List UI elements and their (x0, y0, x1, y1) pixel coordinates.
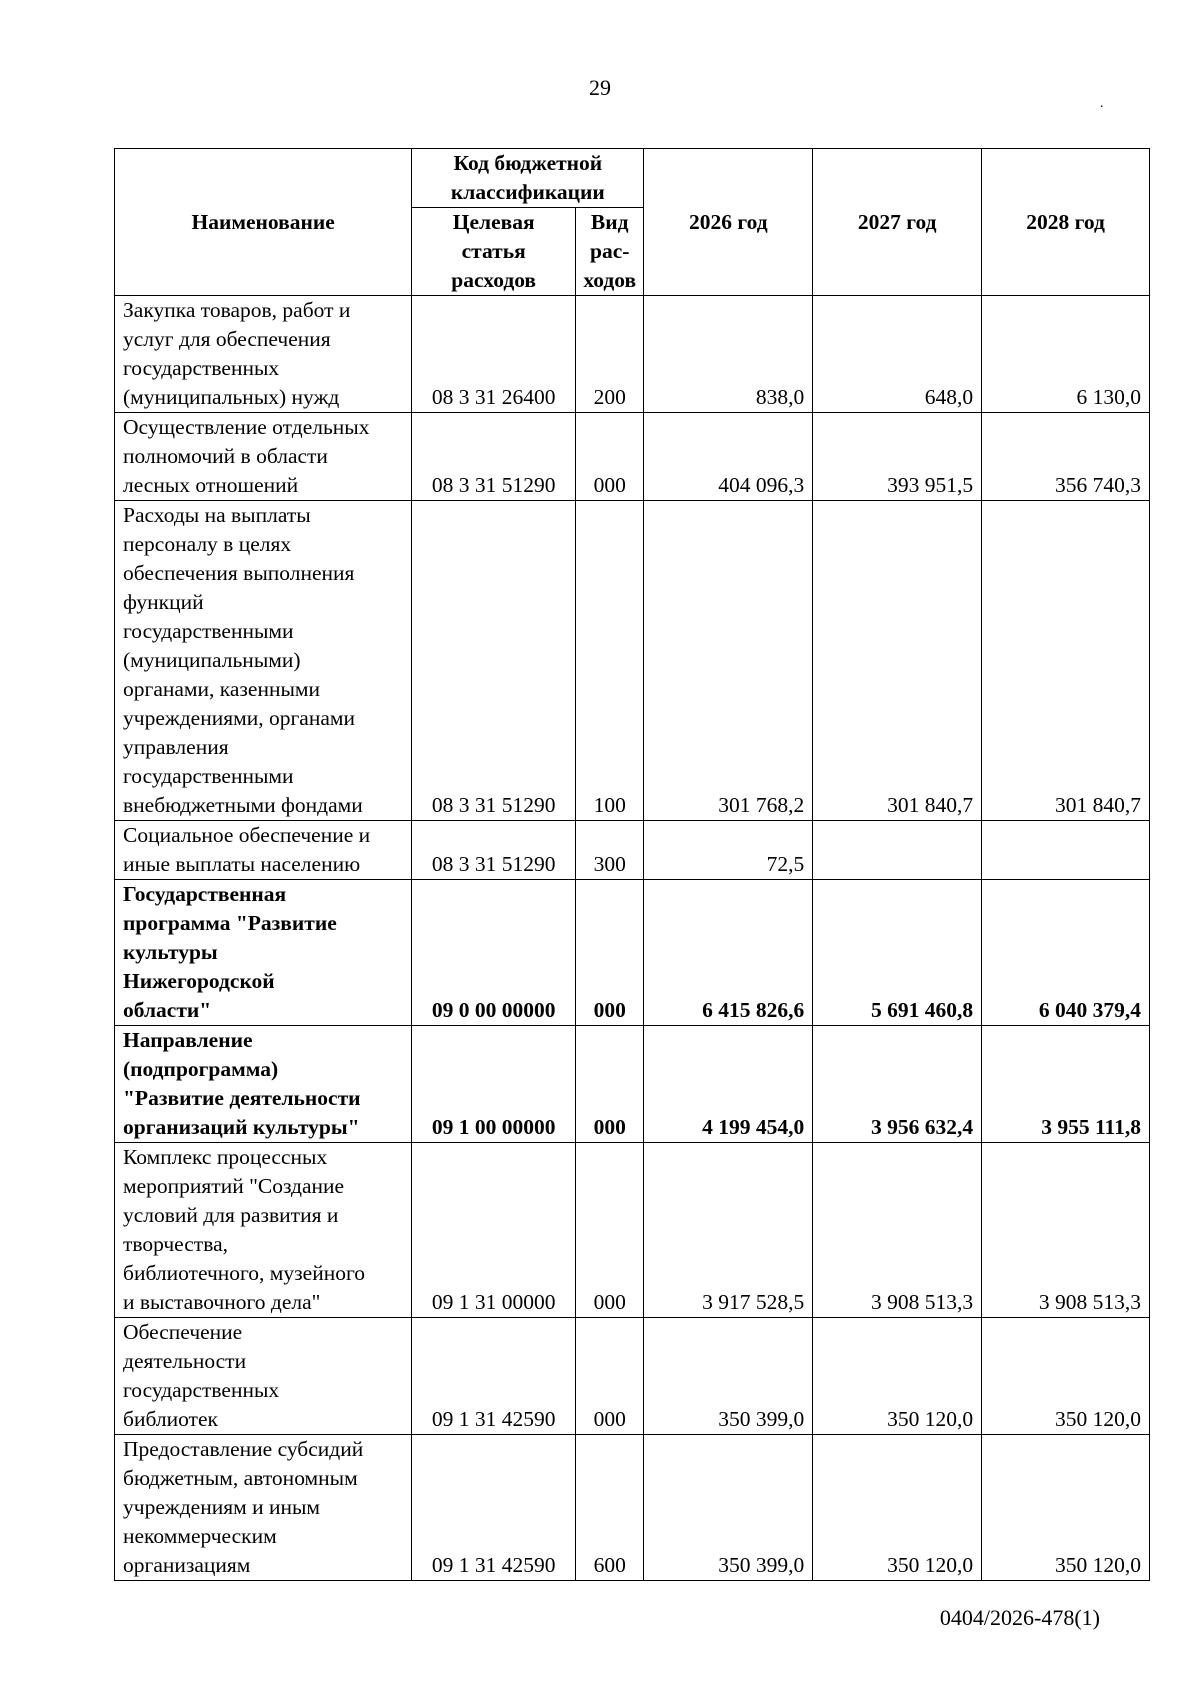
cell-target-article: 09 1 31 42590 (412, 1318, 576, 1435)
document-id: 0404/2026-478(1) (939, 1605, 1100, 1630)
cell-2026: 72,5 (644, 821, 813, 880)
table-row (115, 296, 1150, 413)
cell-expense-type: 000 (576, 880, 644, 1026)
cell-expense-type: 000 (576, 1143, 644, 1318)
table-header-row (115, 149, 1150, 208)
cell-expense-type: 100 (576, 501, 644, 821)
cell-name: Осуществление отдельных полномочий в области лесных отношений (115, 413, 412, 501)
table-row (115, 1318, 1150, 1435)
cell-2027: 301 840,7 (813, 501, 982, 821)
table-body (115, 296, 1150, 1581)
cell-2027 (813, 821, 982, 880)
cell-expense-type: 000 (576, 1026, 644, 1143)
budget-table (114, 148, 1150, 1581)
cell-2026: 350 399,0 (644, 1435, 813, 1581)
cell-name: Расходы на выплаты персоналу в целях обеспечения выполнения функций государственными (муниципальными) органами, казенными учреждениями, органами управления государственными внебюджетными фондами (115, 501, 412, 821)
cell-2027: 5 691 460,8 (813, 880, 982, 1026)
cell-name: Предоставление субсидий бюджетным, автономным учреждениям и иным некоммерческим организациям (115, 1435, 412, 1581)
cell-2026: 404 096,3 (644, 413, 813, 501)
table-row (115, 501, 1150, 821)
cell-2028: 301 840,7 (982, 501, 1150, 821)
cell-target-article: 08 3 31 51290 (412, 821, 576, 880)
cell-target-article: 08 3 31 26400 (412, 296, 576, 413)
cell-expense-type: 300 (576, 821, 644, 880)
cell-name: Государственная программа "Развитие культуры Нижегородской области" (115, 880, 412, 1026)
cell-2027: 3 908 513,3 (813, 1143, 982, 1318)
table-row (115, 1026, 1150, 1143)
cell-name: Направление (подпрограмма) "Развитие деятельности организаций культуры" (115, 1026, 412, 1143)
cell-2026: 350 399,0 (644, 1318, 813, 1435)
cell-name: Социальное обеспечение и иные выплаты населению (115, 821, 412, 880)
header-expense-type: Вид рас-ходов (576, 208, 644, 296)
cell-target-article: 09 1 00 00000 (412, 1026, 576, 1143)
cell-2026: 301 768,2 (644, 501, 813, 821)
cell-2026: 4 199 454,0 (644, 1026, 813, 1143)
cell-2028: 350 120,0 (982, 1318, 1150, 1435)
cell-expense-type: 600 (576, 1435, 644, 1581)
header-code-group: Код бюджетной классификации (412, 149, 644, 208)
cell-target-article: 08 3 31 51290 (412, 413, 576, 501)
cell-name: Обеспечение деятельности государственных библиотек (115, 1318, 412, 1435)
header-2027: 2027 год (813, 149, 982, 296)
table-row (115, 1435, 1150, 1581)
cell-2027: 3 956 632,4 (813, 1026, 982, 1143)
cell-2027: 648,0 (813, 296, 982, 413)
cell-2027: 350 120,0 (813, 1318, 982, 1435)
table-row (115, 880, 1150, 1026)
cell-expense-type: 000 (576, 413, 644, 501)
header-2028: 2028 год (982, 149, 1150, 296)
page-mark: . (1100, 96, 1104, 111)
cell-2027: 393 951,5 (813, 413, 982, 501)
cell-2028: 6 040 379,4 (982, 880, 1150, 1026)
cell-2028: 3 908 513,3 (982, 1143, 1150, 1318)
header-name: Наименование (115, 149, 412, 296)
header-target-article: Целевая статья расходов (412, 208, 576, 296)
cell-expense-type: 200 (576, 296, 644, 413)
cell-name: Комплекс процессных мероприятий "Создание условий для развития и творчества, библиотечного, музейного и выставочного дела" (115, 1143, 412, 1318)
cell-2026: 6 415 826,6 (644, 880, 813, 1026)
cell-2028: 3 955 111,8 (982, 1026, 1150, 1143)
cell-2026: 838,0 (644, 296, 813, 413)
page-number: 29 (589, 75, 611, 100)
cell-2028: 350 120,0 (982, 1435, 1150, 1581)
cell-target-article: 09 0 00 00000 (412, 880, 576, 1026)
cell-expense-type: 000 (576, 1318, 644, 1435)
cell-name: Закупка товаров, работ и услуг для обеспечения государственных (муниципальных) нужд (115, 296, 412, 413)
table-row (115, 1143, 1150, 1318)
cell-target-article: 09 1 31 00000 (412, 1143, 576, 1318)
cell-target-article: 08 3 31 51290 (412, 501, 576, 821)
cell-2028 (982, 821, 1150, 880)
header-2026: 2026 год (644, 149, 813, 296)
cell-target-article: 09 1 31 42590 (412, 1435, 576, 1581)
cell-2026: 3 917 528,5 (644, 1143, 813, 1318)
table-row (115, 821, 1150, 880)
table-row (115, 413, 1150, 501)
cell-2027: 350 120,0 (813, 1435, 982, 1581)
cell-2028: 6 130,0 (982, 296, 1150, 413)
cell-2028: 356 740,3 (982, 413, 1150, 501)
